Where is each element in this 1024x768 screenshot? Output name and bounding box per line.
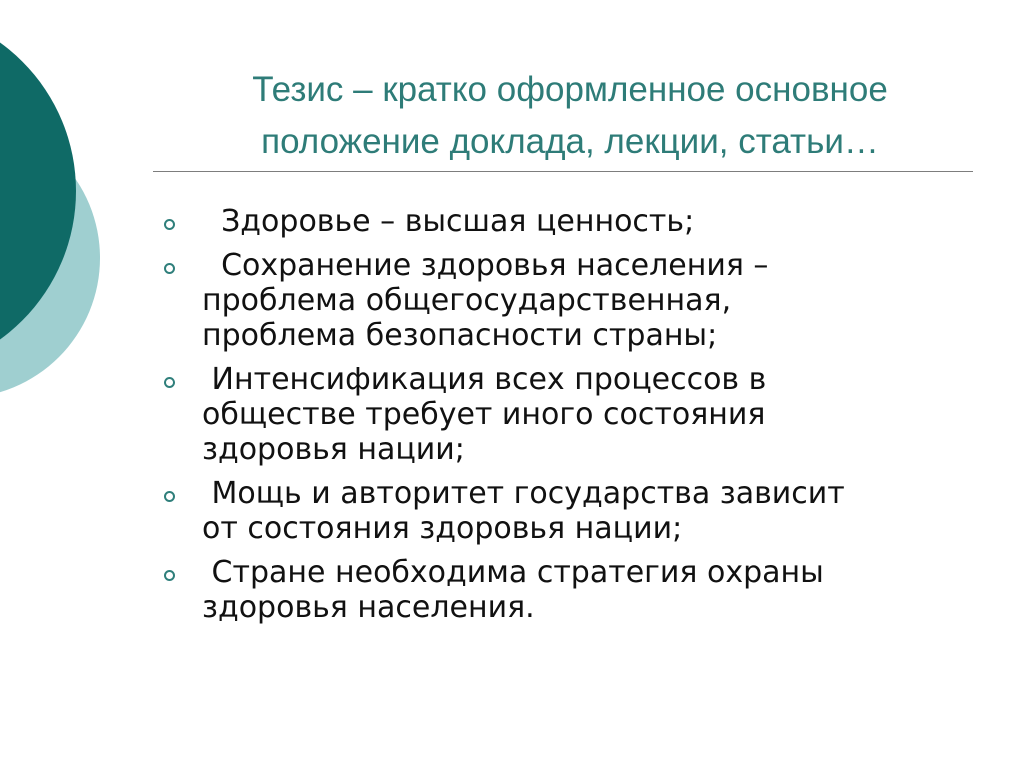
thesis-item-health-value — [160, 204, 960, 239]
thesis-line: Здоровье – высшая ценность; — [202, 204, 695, 239]
thesis-item-health-preservation — [160, 248, 960, 353]
hollow-circle-bullet-icon — [164, 377, 175, 388]
thesis-text — [202, 248, 960, 353]
hollow-circle-bullet-icon — [164, 570, 175, 581]
thesis-line: Интенсификация всех процессов в — [202, 362, 767, 397]
slide-title — [150, 64, 990, 168]
hollow-circle-bullet-icon — [164, 219, 175, 230]
thesis-text — [202, 555, 960, 625]
thesis-list — [160, 204, 960, 634]
thesis-line: Стране необходима стратегия охраны — [202, 555, 824, 590]
thesis-line: здоровья нации; — [202, 432, 465, 467]
thesis-text — [202, 204, 960, 239]
thesis-line: обществе требует иного состояния — [202, 397, 766, 432]
thesis-text — [202, 476, 960, 546]
thesis-item-state-power — [160, 476, 960, 546]
title-divider — [153, 171, 973, 172]
thesis-line: здоровья населения. — [202, 590, 535, 625]
thesis-line: от состояния здоровья нации; — [202, 511, 683, 546]
thesis-line: проблема общегосударственная, — [202, 283, 732, 318]
thesis-item-strategy — [160, 555, 960, 625]
thesis-text — [202, 362, 960, 467]
thesis-item-intensification — [160, 362, 960, 467]
slide-title-line-2: положение доклада, лекции, статьи… — [261, 122, 879, 161]
hollow-circle-bullet-icon — [164, 263, 175, 274]
thesis-line: Сохранение здоровья населения – — [202, 248, 769, 283]
thesis-line: проблема безопасности страны; — [202, 318, 718, 353]
hollow-circle-bullet-icon — [164, 491, 175, 502]
slide-title-line-1: Тезис – кратко оформленное основное — [252, 70, 888, 109]
thesis-line: Мощь и авторитет государства зависит — [202, 476, 845, 511]
